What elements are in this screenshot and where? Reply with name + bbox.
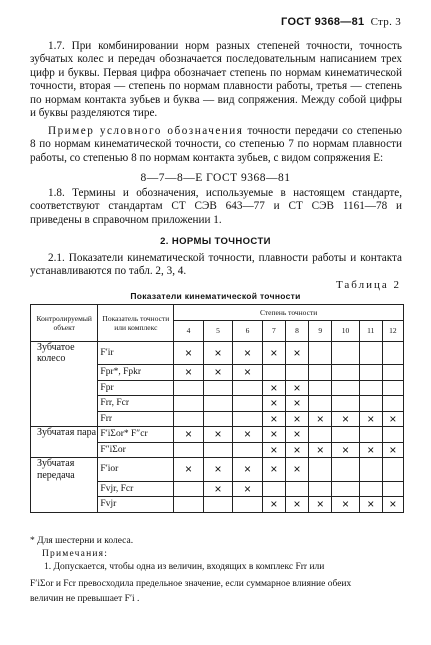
page-number: Стр. 3 [370,16,401,28]
empty-cell [359,380,382,396]
example-text: точности передачи со степенью 8 по нормам кинематической точности, со степенью 7 по нормам плавности работы, со степенью 8 по нормам контакта зубьев, с видом сопряжения Е: [30,125,402,164]
applicability-mark: × [233,365,263,381]
empty-cell [382,365,403,381]
empty-cell [309,380,332,396]
empty-cell [309,396,332,412]
degree-header: 8 [285,320,308,341]
complex-cell: Fvjr, Fcr [98,481,174,497]
applicability-mark: × [285,442,308,458]
object-cell [31,396,98,412]
empty-cell [359,396,382,412]
empty-cell [359,365,382,381]
table-row [31,481,404,497]
empty-cell [285,481,308,497]
applicability-mark: × [285,497,308,513]
table-row [31,497,404,513]
empty-cell [332,481,359,497]
applicability-mark: × [382,442,403,458]
empty-cell [262,481,285,497]
empty-cell [332,427,359,443]
table-header-row [31,305,404,321]
empty-cell [203,411,233,427]
empty-cell [332,396,359,412]
note-1-line-2: F′iΣor и Fcr превосходила предельное значение, если суммарное влияние обеих [30,579,352,589]
applicability-mark: × [174,458,204,482]
complex-cell: F″iΣor [98,442,174,458]
empty-cell [309,341,332,365]
object-cell [31,365,98,381]
applicability-mark: × [262,341,285,365]
object-cell: Зубчатая передача [31,458,98,482]
degree-header: 4 [174,320,204,341]
paragraph-1-8: 1.8. Термины и обозначения, используемые в настоящем стандарте, соответствуют стандартам СТ СЭВ 643—77 и СТ СЭВ 1161—78 и приведены в справочном приложении 1. [30,187,402,226]
empty-cell [233,396,263,412]
table-row [31,365,404,381]
complex-cell: Fvjr [98,497,174,513]
column-header-complex: Показатель точности или комплекс [98,305,174,342]
object-cell [31,442,98,458]
table-row [31,458,404,482]
empty-cell [203,380,233,396]
footnote: * Для шестерни и колеса. [30,536,134,546]
table-row [31,427,404,443]
paragraph-1-7: 1.7. При комбинировании норм разных степеней точности, точность зубчатых колес и передач обозначается последовательным написанием трех цифр и буквы. Первая цифра обозначает степень по нормам кинематической точности, вторая — степень по нормам плавности работы, третья — степень по нормам контакта зубьев и буква — вид сопряжения. Между собой цифры и буквы разделяются тире. [30,40,402,120]
empty-cell [332,341,359,365]
empty-cell [233,442,263,458]
applicability-mark: × [285,380,308,396]
applicability-mark: × [203,365,233,381]
degree-header: 9 [309,320,332,341]
applicability-mark: × [359,497,382,513]
empty-cell [309,427,332,443]
table-row [31,411,404,427]
empty-cell [233,497,263,513]
note-1-line-1: 1. Допускается, чтобы одна из величин, входящих в комплекс Frr или [44,562,325,572]
degree-header: 11 [359,320,382,341]
empty-cell [309,458,332,482]
table-row [31,442,404,458]
degree-header: 5 [203,320,233,341]
degree-header: 7 [262,320,285,341]
complex-cell: Frr [98,411,174,427]
degree-header: 10 [332,320,359,341]
applicability-mark: × [359,411,382,427]
applicability-mark: × [262,458,285,482]
empty-cell [309,365,332,381]
empty-cell [359,341,382,365]
accuracy-table [30,304,404,513]
empty-cell [382,481,403,497]
complex-cell: F′ior [98,458,174,482]
empty-cell [174,481,204,497]
object-cell [31,380,98,396]
empty-cell [203,442,233,458]
notes-title: Примечания: [42,549,109,559]
table-row [31,396,404,412]
applicability-mark: × [332,497,359,513]
empty-cell [332,380,359,396]
section-title: 2. НОРМЫ ТОЧНОСТИ [160,236,271,247]
applicability-mark: × [262,442,285,458]
table-row [31,380,404,396]
empty-cell [382,396,403,412]
empty-cell [203,497,233,513]
applicability-mark: × [233,458,263,482]
empty-cell [359,481,382,497]
complex-cell: Frr, Fcr [98,396,174,412]
applicability-mark: × [233,341,263,365]
applicability-mark: × [262,497,285,513]
applicability-mark: × [262,396,285,412]
applicability-mark: × [203,481,233,497]
standard-code: ГОСТ 9368—81 [281,16,365,28]
applicability-mark: × [332,442,359,458]
applicability-mark: × [309,497,332,513]
applicability-mark: × [233,481,263,497]
empty-cell [174,411,204,427]
degree-header: 6 [233,320,263,341]
object-cell [31,481,98,497]
empty-cell [332,458,359,482]
empty-cell [233,380,263,396]
empty-cell [382,427,403,443]
object-cell [31,497,98,513]
degree-header: 12 [382,320,403,341]
empty-cell [332,365,359,381]
applicability-mark: × [203,458,233,482]
applicability-mark: × [309,411,332,427]
example-paragraph [30,125,402,165]
object-cell [31,411,98,427]
empty-cell [174,380,204,396]
column-header-degree: Степень точности [174,305,404,321]
table-row [31,341,404,365]
empty-cell [285,365,308,381]
applicability-mark: × [332,411,359,427]
object-cell: Зубчатая пара [31,427,98,443]
applicability-mark: × [262,427,285,443]
applicability-mark: × [382,497,403,513]
empty-cell [382,380,403,396]
table-caption: Таблица 2 [335,279,401,291]
applicability-mark: × [285,458,308,482]
empty-cell [359,458,382,482]
applicability-mark: × [233,427,263,443]
empty-cell [203,396,233,412]
empty-cell [174,442,204,458]
note-1-line-3: величин не превышает F′i . [30,594,140,604]
empty-cell [174,497,204,513]
applicability-mark: × [285,341,308,365]
complex-cell: F′ir [98,341,174,365]
complex-cell: F′iΣor* F″cr [98,427,174,443]
applicability-mark: × [359,442,382,458]
empty-cell [309,481,332,497]
empty-cell [262,365,285,381]
object-cell: Зубчатое колесо [31,341,98,365]
applicability-mark: × [262,411,285,427]
applicability-mark: × [285,411,308,427]
example-heading: Пример условного обозначения [48,125,244,137]
designation-formula: 8—7—8—Е ГОСТ 9368—81 [140,172,291,184]
applicability-mark: × [174,341,204,365]
applicability-mark: × [203,427,233,443]
applicability-mark: × [285,396,308,412]
applicability-mark: × [203,341,233,365]
empty-cell [382,458,403,482]
empty-cell [382,341,403,365]
empty-cell [359,427,382,443]
page-header [281,16,401,28]
applicability-mark: × [174,365,204,381]
complex-cell: Fpr*, Fpkr [98,365,174,381]
applicability-mark: × [285,427,308,443]
paragraph-2-1: 2.1. Показатели кинематической точности, плавности работы и контакта устанавливаются по табл. 2, 3, 4. [30,252,402,278]
applicability-mark: × [174,427,204,443]
table-title: Показатели кинематической точности [130,291,301,301]
applicability-mark: × [262,380,285,396]
complex-cell: Fpr [98,380,174,396]
column-header-object: Контролируемый объект [31,305,98,342]
applicability-mark: × [309,442,332,458]
empty-cell [233,411,263,427]
empty-cell [174,396,204,412]
applicability-mark: × [382,411,403,427]
